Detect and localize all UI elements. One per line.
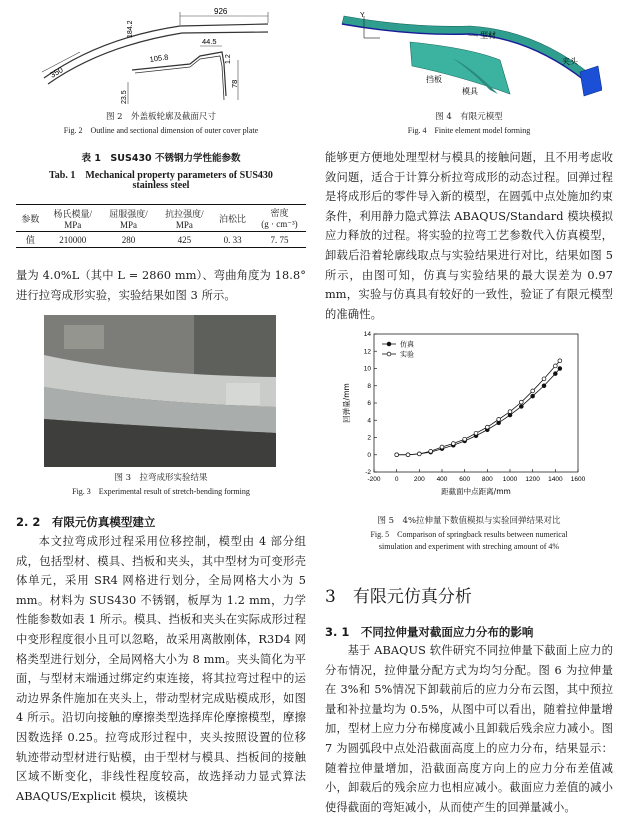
x-tick-label: 1600 <box>570 476 586 483</box>
legend-label: 实验 <box>400 350 414 359</box>
figure-2 <box>40 8 270 106</box>
y-tick-label: 2 <box>367 434 371 442</box>
data-point <box>531 389 535 393</box>
data-point <box>531 394 535 398</box>
fig4-caption-en: Fig. 4 Finite element model forming <box>407 126 531 135</box>
right-paragraph-1: 能够更方便地处理型材与模具的接触问题，且不用考虑收敛问题，适合于计算分析拉弯成形的动态过程。回弹过程是将成形后的零件导入新的模型，在圆弧中点处施加约束条件，利用静力隐式算法 ABAQUS/Standard 模块模拟应力释放的过程。将实验的拉弯工艺参数代入仿真模型，卸载后沿着轮廓线取点与实验结果进行对比，结果如图 5 所示，由图可知，仿真与实验结果的最大误差为 0.97 mm，实验与仿真具有较好的一致性，验证了有限元模型的准确性。 <box>325 151 613 321</box>
section-3-1-heading: 3. 1 不同拉伸量对截面应力分布的影响 <box>325 625 534 639</box>
th-poisson: 泊松比 <box>219 213 247 224</box>
x-tick-label: 400 <box>436 476 448 483</box>
figure-3-photo <box>44 315 276 467</box>
table-1 <box>16 204 306 248</box>
dim-23-5: 23.5 <box>121 90 128 104</box>
fe-model-drawing <box>340 8 602 104</box>
x-tick-label: 1000 <box>502 476 518 483</box>
cell-density: 7. 75 <box>270 234 289 245</box>
springback-chart <box>340 326 590 498</box>
left-paragraph-2: 本文拉弯成形过程采用位移控制，模型由 4 部分组成，包括型材、模具、挡板和夹头，其中型材为可变形壳体单元，采用 SR4 网格进行划分，全局网格大小为 5 mm。材料为 SUS430 不锈钢，板厚为 1.2 mm，力学性能参数如表 1 所示。模具、挡板和夹头在实际成形过程中变形程度很小且可以忽略，故采用离散刚体，R3D4 网格类型进行划分，全局网格大小为 8 mm。夹头简化为平面，与型材末端通过绑定约束连接，将其拉弯过程中的运动边界条件施加在夹头上，带动型材完成贴模成形，如图 4 所示。沿切向接触的摩擦类型选择库伦摩擦模型，摩擦因数选择 0.25。拉弯成形过程中，夹头按照设置的位移轨迹带动型材进行贴模，由于型材与模具、挡板间的接触区域不断变化，非线性程度较高，故选择动力显式算法 ABAQUS/Explicit 模块，该模块 <box>16 535 306 803</box>
cell-value-label: 值 <box>25 235 35 245</box>
cell-youngs: 210000 <box>59 234 87 245</box>
fig3-caption-cn: 图 3 拉弯成形实验结果 <box>114 473 208 483</box>
series-line-1 <box>397 361 560 455</box>
section-3-heading: 3 有限元仿真分析 <box>325 587 472 607</box>
fig2-caption-en: Fig. 2 Outline and sectional dimension of outer cover plate <box>63 126 259 135</box>
dim-44-5: 44.5 <box>202 37 217 46</box>
dim-1-2: 1.2 <box>225 54 232 64</box>
data-point <box>508 410 512 414</box>
fig4-profile-label: 型材 <box>480 31 496 40</box>
dim-78: 78 <box>230 79 239 88</box>
th-param: 参数 <box>21 213 40 224</box>
y-tick-label: 10 <box>363 365 371 373</box>
y-tick-label: 8 <box>367 382 371 390</box>
x-tick-label: 1400 <box>548 476 563 483</box>
series-line-0 <box>397 369 560 455</box>
th-density: 密度 (g · cm⁻³) <box>261 208 298 229</box>
x-tick-label: 200 <box>413 476 425 483</box>
cell-poisson: 0. 33 <box>223 234 242 245</box>
data-point <box>451 442 455 446</box>
data-point <box>406 453 410 457</box>
data-point <box>519 405 523 409</box>
y-tick-label: 6 <box>367 400 371 408</box>
fig5-caption-en-1: Fig. 5 Comparison of springback results between numerical <box>370 530 568 539</box>
dim-926: 926 <box>214 8 228 16</box>
fig5-caption-en-2: simulation and experiment with streching amount of 4% <box>378 542 560 551</box>
stretch-bent-part-photo <box>44 315 276 467</box>
fig2-caption-cn: 图 2 外盖板轮廓及截面尺寸 <box>105 112 217 122</box>
data-point <box>395 453 399 457</box>
data-point <box>519 400 523 404</box>
table-row <box>16 232 306 248</box>
data-point <box>553 364 557 368</box>
data-point <box>542 384 546 388</box>
fig4-die-label: 模具 <box>462 87 478 96</box>
fig4-baffle-label: 挡板 <box>426 75 442 84</box>
data-point <box>542 377 546 381</box>
data-point <box>485 425 489 429</box>
y-tick-label: -2 <box>365 469 371 477</box>
legend-label: 仿真 <box>400 340 414 349</box>
data-point <box>558 367 562 371</box>
data-point <box>440 445 444 449</box>
data-point <box>463 437 467 441</box>
section-2-2-heading: 2. 2 有限元仿真模型建立 <box>16 515 156 529</box>
table1-title-en-1: Tab. 1 Mechanical property parameters of SUS430 <box>49 170 273 181</box>
figure-4 <box>340 8 602 104</box>
data-point <box>558 359 562 363</box>
cell-tensile: 425 <box>177 234 192 245</box>
x-tick-label: -200 <box>367 476 381 483</box>
legend-marker <box>387 342 391 346</box>
data-point <box>474 431 478 435</box>
x-tick-label: 0 <box>394 476 399 483</box>
cell-yield: 280 <box>121 234 136 245</box>
data-point <box>417 452 421 456</box>
fig5-caption-cn: 图 5 4%拉伸量下数值模拟与实验回弹结果对比 <box>377 516 561 526</box>
fig4-caption-cn: 图 4 有限元模型 <box>435 112 503 122</box>
data-point <box>429 449 433 453</box>
fig3-caption-en: Fig. 3 Experimental result of stretch-bending forming <box>72 487 250 496</box>
y-tick-label: 12 <box>363 348 371 356</box>
x-tick-label: 600 <box>459 476 471 483</box>
dim-350: 350 <box>48 65 65 80</box>
table1-title-en-2: stainless steel <box>132 180 190 191</box>
left-paragraph-1: 量为 4.0%L（其中 L = 2860 mm）、弯曲角度为 18.8°进行拉弯成形实验，实验结果如图 3 所示。 <box>16 269 306 302</box>
th-youngs: 杨氏模量/ MPa <box>53 208 93 230</box>
y-tick-label: 14 <box>363 331 371 339</box>
data-point <box>497 417 501 421</box>
x-tick-label: 800 <box>481 476 493 483</box>
chart-ylabel: 回弹量/mm <box>342 383 351 423</box>
dim-105-8: 105.8 <box>149 52 169 64</box>
right-paragraph-2: 基于 ABAQUS 软件研究不同拉伸量下截面上应力的分布情况，拉伸量分配方式为均匀分配。图 6 为拉伸量在 3%和 5%情况下卸载前后的应力分布云图，其中预拉量和补拉量均为 0.5%，从图中可以看出，随着拉伸量增加，型材上应力分布梯度减小且卸载后残余应力减小。图 7 为圆弧段中点处沿截面高度上的应力分布，结果显示：随着拉伸量增加，沿截面高度方向上的应力分布差值减小，卸载后的残余应力也相应减小。截面应力差值的减小使得截面的弯矩减小，从而使产生的回弹量减小。 <box>325 644 613 814</box>
table1-title-cn: 表 1 SUS430 不锈钢力学性能参数 <box>81 153 241 164</box>
figure-5-chart <box>340 326 590 498</box>
data-point <box>553 372 557 376</box>
chart-xlabel: 距截面中点距离/mm <box>441 487 511 496</box>
dim-184: 184.2 <box>127 20 134 38</box>
x-tick-label: 1200 <box>525 476 540 483</box>
fig4-y-axis: Y <box>360 12 365 19</box>
fig4-clamp-label: 夹头 <box>562 57 578 66</box>
th-tensile: 抗拉强度/ MPa <box>165 208 204 230</box>
outline-drawing <box>40 8 270 106</box>
y-tick-label: 0 <box>367 451 371 459</box>
th-yield: 屈服强度/ MPa <box>109 208 148 230</box>
legend-marker <box>387 352 391 356</box>
y-tick-label: 4 <box>367 417 371 425</box>
table-header-row <box>16 205 306 232</box>
